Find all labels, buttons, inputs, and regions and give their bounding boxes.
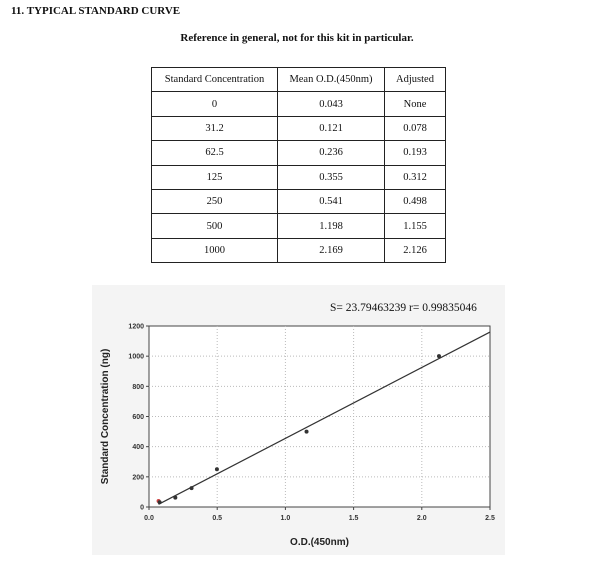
section-heading: 11. TYPICAL STANDARD CURVE (11, 5, 181, 17)
table-cell: 0.236 (278, 141, 385, 165)
x-axis-label: O.D.(450nm) (290, 537, 349, 548)
table-cell: 1.155 (385, 214, 446, 238)
data-point (158, 500, 162, 504)
data-point (215, 467, 219, 471)
data-point (437, 354, 441, 358)
x-tick-label: 1.5 (348, 515, 359, 522)
x-tick-label: 0.5 (212, 515, 223, 522)
y-tick-label: 1200 (128, 323, 144, 331)
table-cell: 2.126 (385, 238, 446, 262)
table-cell: 62.5 (152, 141, 278, 165)
table-cell: 0.043 (278, 92, 385, 116)
table-cell: 0.312 (385, 165, 446, 189)
subtitle-text: Reference in general, not for this kit in particular. (180, 32, 414, 44)
table-cell: 500 (152, 214, 278, 238)
data-point (173, 496, 177, 500)
data-point (190, 486, 194, 490)
y-tick-label: 400 (132, 444, 144, 452)
header-cell: Standard Concentration (152, 68, 278, 92)
x-tick-label: 0.0 (144, 515, 154, 522)
y-tick-label: 600 (132, 414, 144, 421)
header-cell: Adjusted (385, 68, 446, 92)
table-cell: 0.541 (278, 189, 385, 213)
fit-statistics: S= 23.79463239 r= 0.99835046 (330, 302, 477, 314)
table-cell: 1000 (152, 238, 278, 262)
table-cell: 0.193 (385, 141, 446, 165)
table-cell: 2.169 (278, 238, 385, 262)
table-cell: 0 (152, 92, 278, 116)
x-tick-label: 2.5 (485, 515, 495, 522)
y-tick-label: 1000 (128, 353, 144, 361)
x-tick-label: 2.0 (416, 515, 427, 522)
table-cell: 0.121 (278, 116, 385, 140)
table-cell: 125 (152, 165, 278, 189)
table-cell: 1.198 (278, 214, 385, 238)
y-axis-label: Standard Concentration (ng) (100, 348, 111, 485)
table-cell: 250 (152, 189, 278, 213)
y-tick-label: 0 (140, 504, 144, 512)
table-cell: 0.355 (278, 165, 385, 189)
y-tick-label: 800 (132, 383, 144, 391)
table-cell: 31.2 (152, 116, 278, 140)
table-cell: 0.078 (385, 116, 446, 140)
y-tick-label: 200 (132, 474, 144, 482)
x-tick-label: 1.0 (280, 515, 291, 522)
table-cell: 0.498 (385, 189, 446, 213)
table-cell: None (385, 92, 446, 116)
data-point (305, 430, 309, 434)
header-cell: Mean O.D.(450nm) (278, 68, 385, 92)
